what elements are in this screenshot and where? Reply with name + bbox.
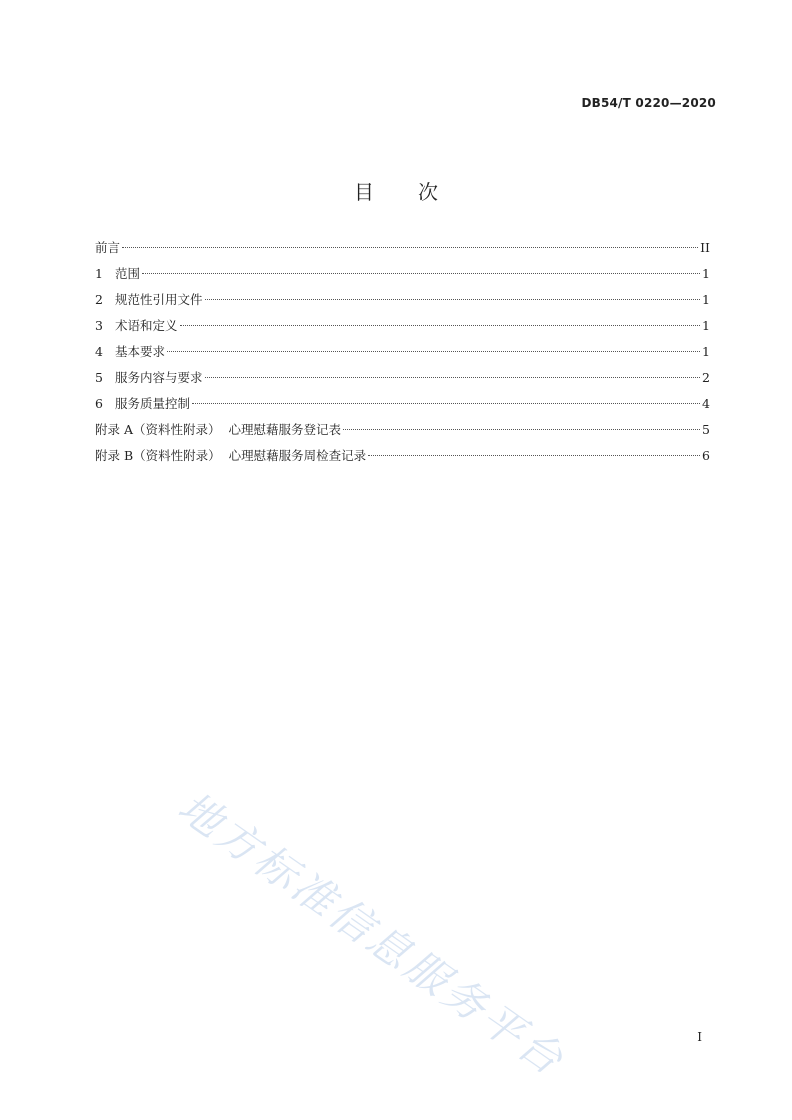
toc-entry-number: 4 [95, 344, 103, 359]
toc-leader-dots [205, 298, 701, 300]
toc-entry-basic-requirements[interactable] [95, 342, 710, 368]
toc-leader-dots [142, 272, 700, 274]
toc-entry-foreword[interactable] [95, 238, 710, 264]
toc-entry-number: 3 [95, 318, 103, 333]
toc-entry-number: 5 [95, 370, 103, 385]
document-code: DB54/T 0220—2020 [581, 96, 716, 110]
toc-leader-dots [205, 376, 701, 378]
toc-entry-label: 术语和定义 [115, 318, 178, 333]
toc-entry-appendix-b[interactable] [95, 446, 710, 472]
toc-entry-page: 4 [702, 396, 710, 411]
toc-leader-dots [192, 402, 700, 404]
toc-entry-label: 范围 [115, 266, 141, 281]
toc-entry-number: 6 [95, 396, 103, 411]
toc-entry-label: 基本要求 [115, 344, 166, 359]
toc-entry-page: 1 [702, 318, 710, 333]
toc-entry-page: 2 [702, 370, 710, 385]
toc-entry-label: 服务内容与要求 [115, 370, 203, 385]
toc-entry-quality-control[interactable] [95, 394, 710, 420]
toc-entry-page: 1 [702, 266, 710, 281]
toc-leader-dots [167, 350, 700, 352]
toc-entry-normative-references[interactable] [95, 290, 710, 316]
toc-leader-dots [343, 428, 700, 430]
toc-entry-label: 服务质量控制 [115, 396, 191, 411]
toc-entry-service-content[interactable] [95, 368, 710, 394]
toc-entry-page: 5 [702, 422, 710, 437]
page-title: 目次 [354, 180, 482, 204]
toc-entry-scope[interactable] [95, 264, 710, 290]
toc-entry-label: 规范性引用文件 [115, 292, 203, 307]
toc-entry-label: 前言 [95, 240, 121, 255]
toc-leader-dots [180, 324, 701, 326]
toc-entry-page: 6 [702, 448, 710, 463]
toc-entry-number: 1 [95, 266, 103, 281]
toc-entry-terms-definitions[interactable] [95, 316, 710, 342]
toc-entry-page: II [700, 240, 710, 255]
table-of-contents [95, 238, 710, 472]
toc-leader-dots [122, 246, 698, 248]
page-number: I [697, 1030, 702, 1044]
toc-entry-label: 附录 A（资料性附录） 心理慰藉服务登记表 [95, 422, 341, 437]
toc-entry-appendix-a[interactable] [95, 420, 710, 446]
toc-leader-dots [368, 454, 700, 456]
toc-entry-number: 2 [95, 292, 103, 307]
toc-entry-page: 1 [702, 344, 710, 359]
toc-entry-page: 1 [702, 292, 710, 307]
watermark: 地方标准信息服务平台 [169, 781, 575, 1086]
toc-entry-label: 附录 B（资料性附录） 心理慰藉服务周检查记录 [95, 448, 367, 463]
